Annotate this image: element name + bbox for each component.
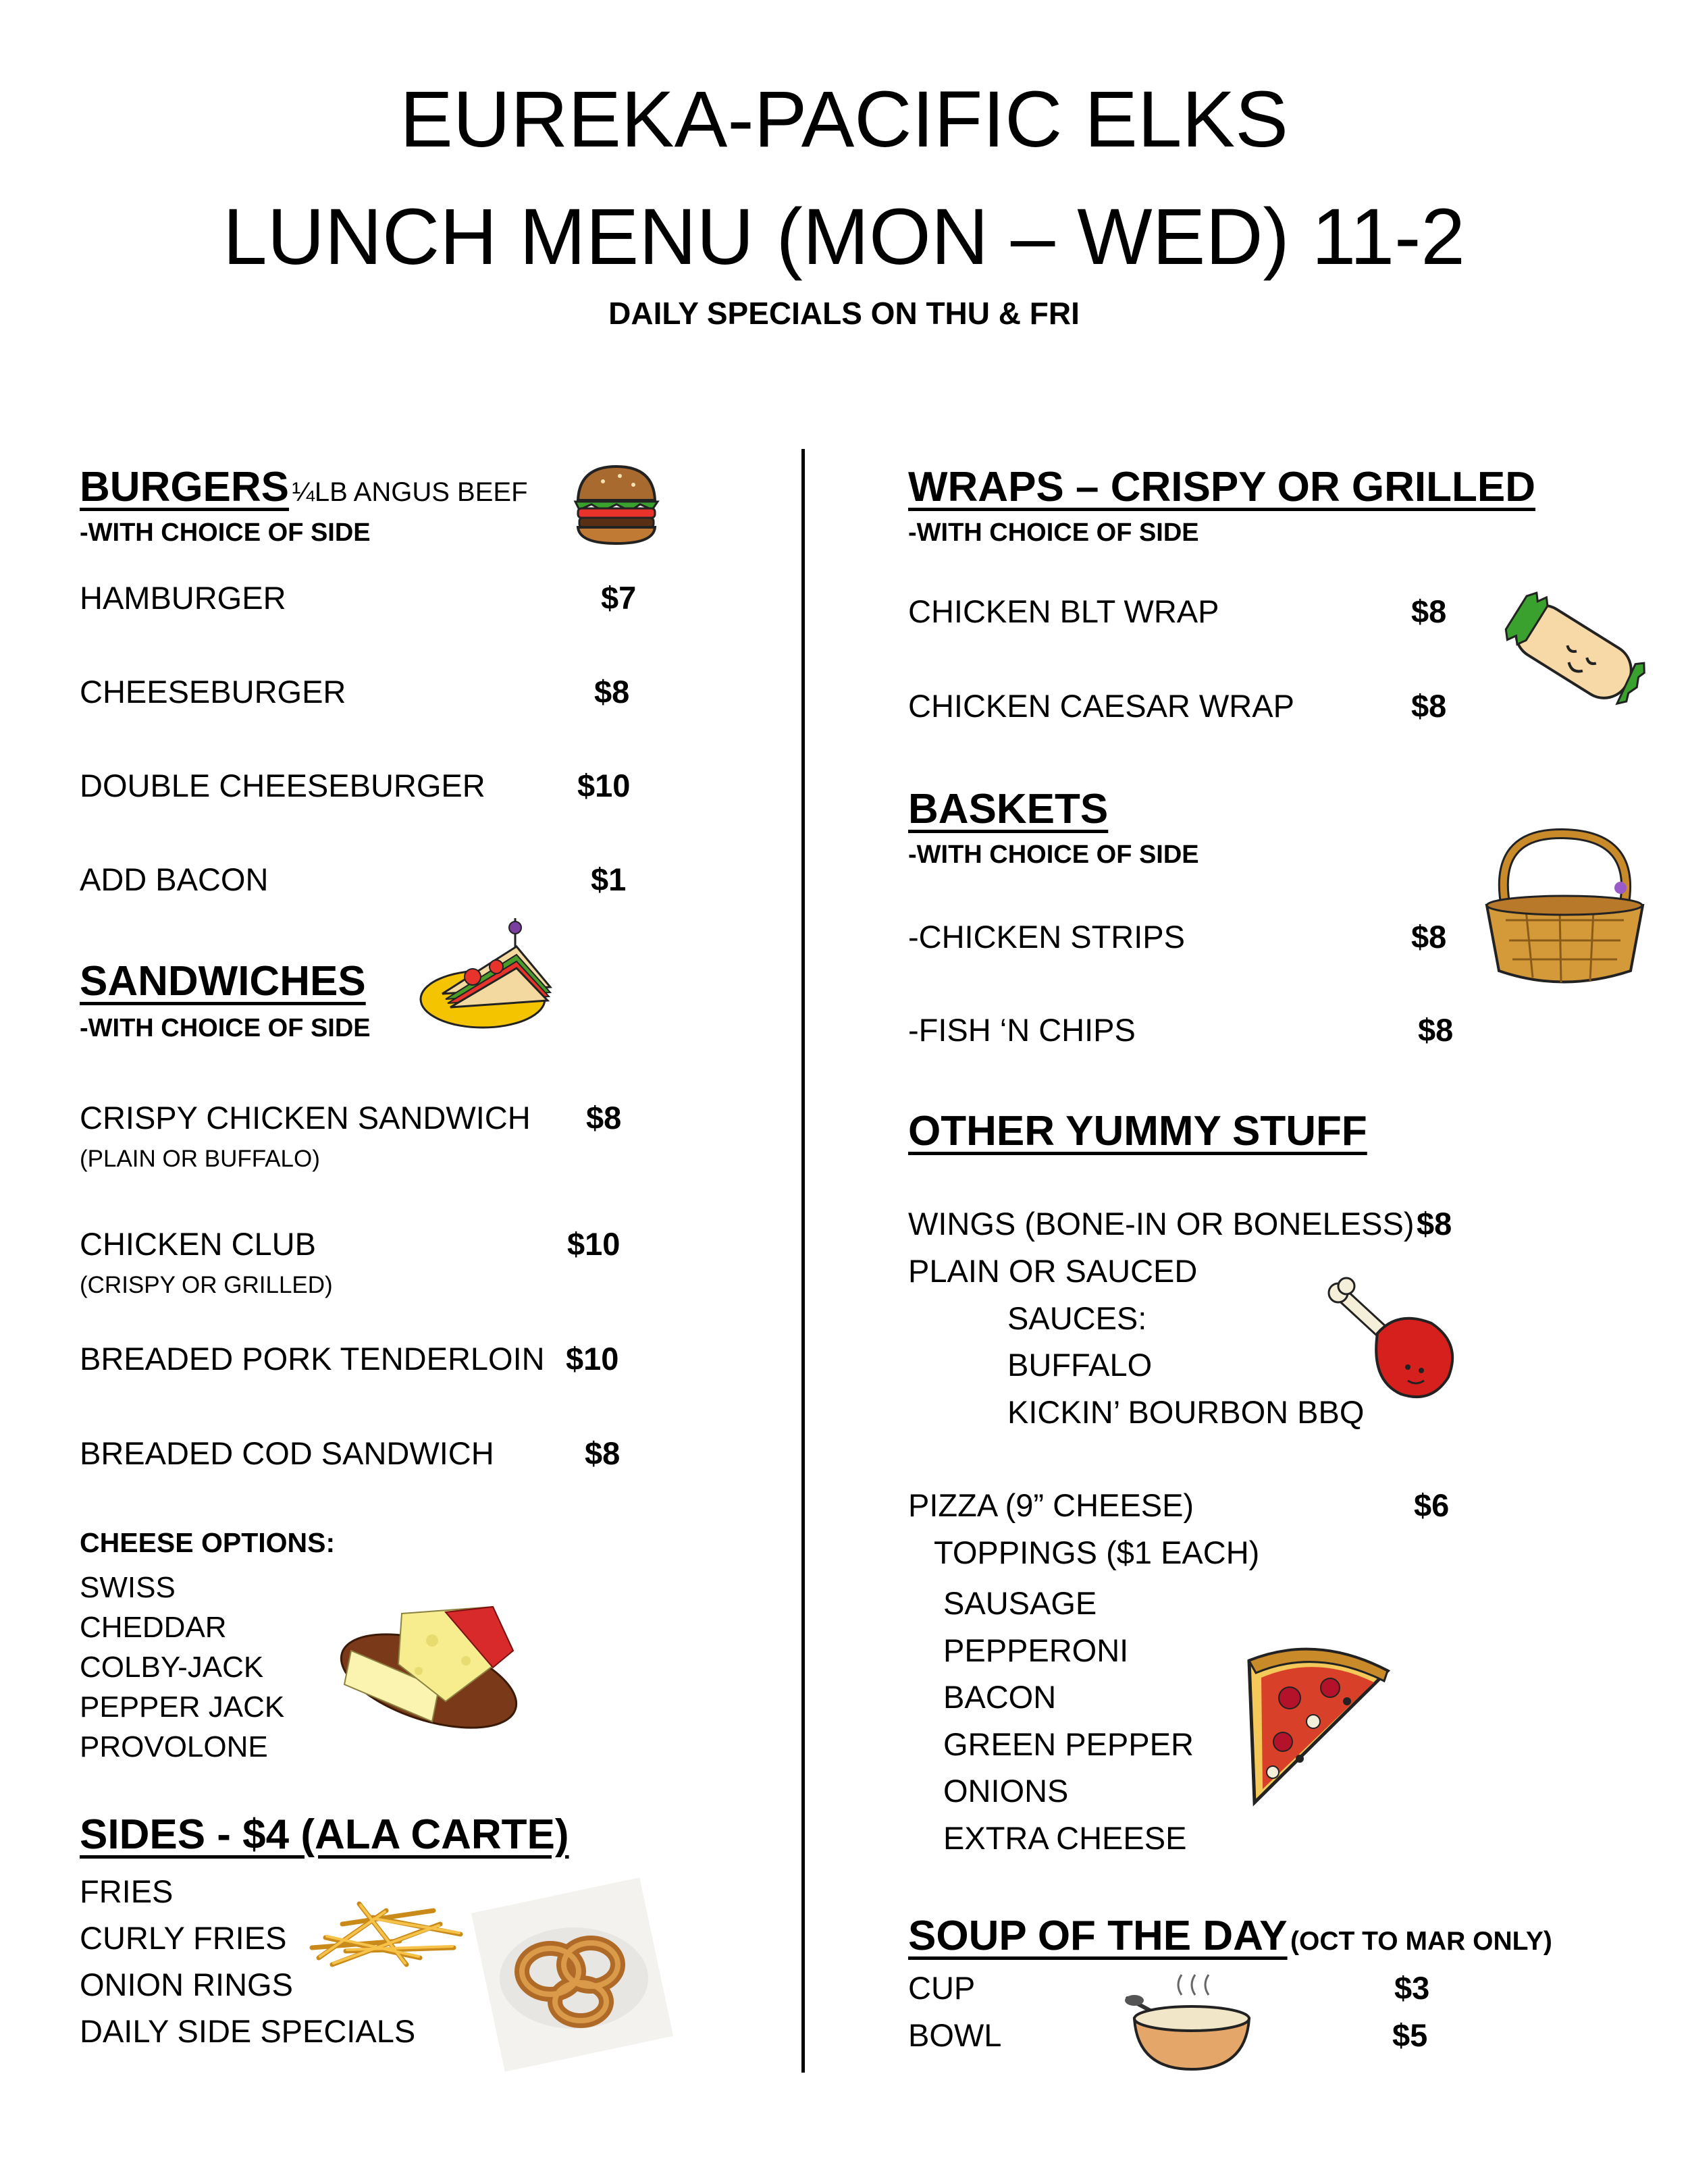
- pizza-price: $6: [1414, 1487, 1450, 1523]
- sandwiches-title: SANDWICHES: [80, 958, 366, 1005]
- baskets-subtitle: -WITH CHOICE OF SIDE: [908, 841, 1199, 869]
- menu-item-name: BOWL: [908, 2017, 1002, 2053]
- menu-item-price: $10: [577, 768, 631, 803]
- sauce-item: BUFFALO: [1007, 1347, 1153, 1383]
- menu-item-name: CUP: [908, 1970, 976, 2006]
- menu-item-name: BREADED COD SANDWICH: [80, 1435, 494, 1471]
- menu-item-price: $8: [1418, 1012, 1454, 1048]
- sauce-item: KICKIN’ BOURBON BBQ: [1007, 1394, 1365, 1430]
- title-line-1: EUREKA-PACIFIC ELKS: [400, 75, 1288, 164]
- cheese-icon: [338, 1587, 527, 1742]
- subtitle: DAILY SPECIALS ON THU & FRI: [608, 296, 1080, 331]
- side-item: DAILY SIDE SPECIALS: [80, 2013, 416, 2049]
- wraps-subtitle: -WITH CHOICE OF SIDE: [908, 518, 1199, 547]
- sides-title: SIDES - $4 (ALA CARTE): [80, 1811, 569, 1858]
- onion-rings-icon: [473, 1887, 672, 2062]
- menu-item-name: -FISH ‘N CHIPS: [908, 1012, 1136, 1048]
- wraps-title: WRAPS – CRISPY OR GRILLED: [908, 464, 1535, 510]
- cheese-option: CHEDDAR: [80, 1611, 227, 1644]
- sandwiches-subtitle: -WITH CHOICE OF SIDE: [80, 1014, 371, 1042]
- menu-item-price: $8: [594, 674, 630, 710]
- basket-icon: [1479, 826, 1651, 994]
- menu-item-price: $8: [586, 1100, 622, 1136]
- cheese-option: PROVOLONE: [80, 1730, 268, 1763]
- cheese-title: CHEESE OPTIONS:: [80, 1527, 336, 1558]
- wings-price: $8: [1417, 1206, 1452, 1242]
- menu-item-price: $8: [1411, 919, 1447, 955]
- toppings-list: [943, 1580, 1194, 1861]
- cheese-option: COLBY-JACK: [80, 1651, 264, 1684]
- menu-item-name: CHICKEN BLT WRAP: [908, 593, 1219, 629]
- menu-item-note: (PLAIN OR BUFFALO): [80, 1146, 320, 1172]
- other-title: OTHER YUMMY STUFF: [908, 1108, 1367, 1154]
- soup-note: (OCT TO MAR ONLY): [1290, 1927, 1552, 1956]
- soup-icon: [1124, 1968, 1259, 2076]
- cheese-option: SWISS: [80, 1571, 176, 1604]
- topping-item: ONIONS: [943, 1773, 1069, 1809]
- menu-item-price: $10: [567, 1226, 621, 1262]
- wings-options: PLAIN OR SAUCED: [908, 1253, 1198, 1289]
- menu-item-name: ADD BACON: [80, 861, 269, 897]
- baskets-title: BASKETS: [908, 786, 1109, 832]
- cheese-list: [80, 1568, 284, 1767]
- menu-item-price: $8: [1411, 688, 1447, 724]
- burgers-note: ¼LB ANGUS BEEF: [292, 477, 528, 507]
- menu-item-name: HAMBURGER: [80, 580, 286, 616]
- menu-item-name: CHICKEN CLUB: [80, 1226, 316, 1262]
- burgers-title: BURGERS: [80, 464, 290, 510]
- menu-item-price: $8: [585, 1435, 621, 1471]
- side-item: CURLY FRIES: [80, 1920, 287, 1956]
- soup-title: SOUP OF THE DAY: [908, 1913, 1288, 1959]
- menu-item-name: CHEESEBURGER: [80, 674, 346, 710]
- burgers-subtitle: -WITH CHOICE OF SIDE: [80, 518, 371, 547]
- pizza-name: PIZZA (9” CHEESE): [908, 1487, 1194, 1523]
- menu-item-price: $3: [1394, 1970, 1430, 2006]
- topping-item: BACON: [943, 1679, 1057, 1715]
- toppings-label: TOPPINGS ($1 EACH): [934, 1535, 1260, 1570]
- pizza-icon: [1236, 1634, 1401, 1809]
- drumstick-icon: [1323, 1273, 1465, 1408]
- wings-name: WINGS (BONE-IN OR BONELESS): [908, 1206, 1415, 1242]
- menu-item-name: -CHICKEN STRIPS: [908, 919, 1185, 955]
- topping-item: GREEN PEPPER: [943, 1726, 1194, 1762]
- side-item: FRIES: [80, 1873, 174, 1909]
- topping-item: EXTRA CHEESE: [943, 1819, 1187, 1856]
- sandwich-icon: [415, 913, 560, 1034]
- menu-item-name: DOUBLE CHEESEBURGER: [80, 768, 485, 803]
- menu-item-price: $5: [1392, 2017, 1428, 2053]
- cheese-option: PEPPER JACK: [80, 1690, 285, 1724]
- menu-item-note: (CRISPY OR GRILLED): [80, 1272, 333, 1298]
- menu-item-name: CRISPY CHICKEN SANDWICH: [80, 1100, 531, 1136]
- menu-item-name: CHICKEN CAESAR WRAP: [908, 688, 1294, 724]
- sauces-label: SAUCES:: [1007, 1300, 1147, 1336]
- fries-icon: [305, 1884, 467, 1978]
- title-line-2: LUNCH MENU (MON – WED) 11-2: [222, 192, 1466, 282]
- menu-item-price: $8: [1411, 593, 1447, 629]
- burger-icon: [573, 461, 660, 545]
- topping-item: PEPPERONI: [943, 1632, 1129, 1668]
- burgers-heading: [80, 463, 528, 511]
- menu-item-name: BREADED PORK TENDERLOIN: [80, 1341, 545, 1377]
- menu-item-price: $1: [591, 861, 627, 897]
- menu-item-price: $10: [566, 1341, 619, 1377]
- menu-item-price: $7: [601, 580, 637, 616]
- column-divider: [801, 449, 805, 2073]
- wrap-icon: [1498, 587, 1650, 716]
- topping-item: SAUSAGE: [943, 1585, 1097, 1621]
- side-item: ONION RINGS: [80, 1967, 293, 2002]
- soup-heading: [908, 1912, 1552, 1960]
